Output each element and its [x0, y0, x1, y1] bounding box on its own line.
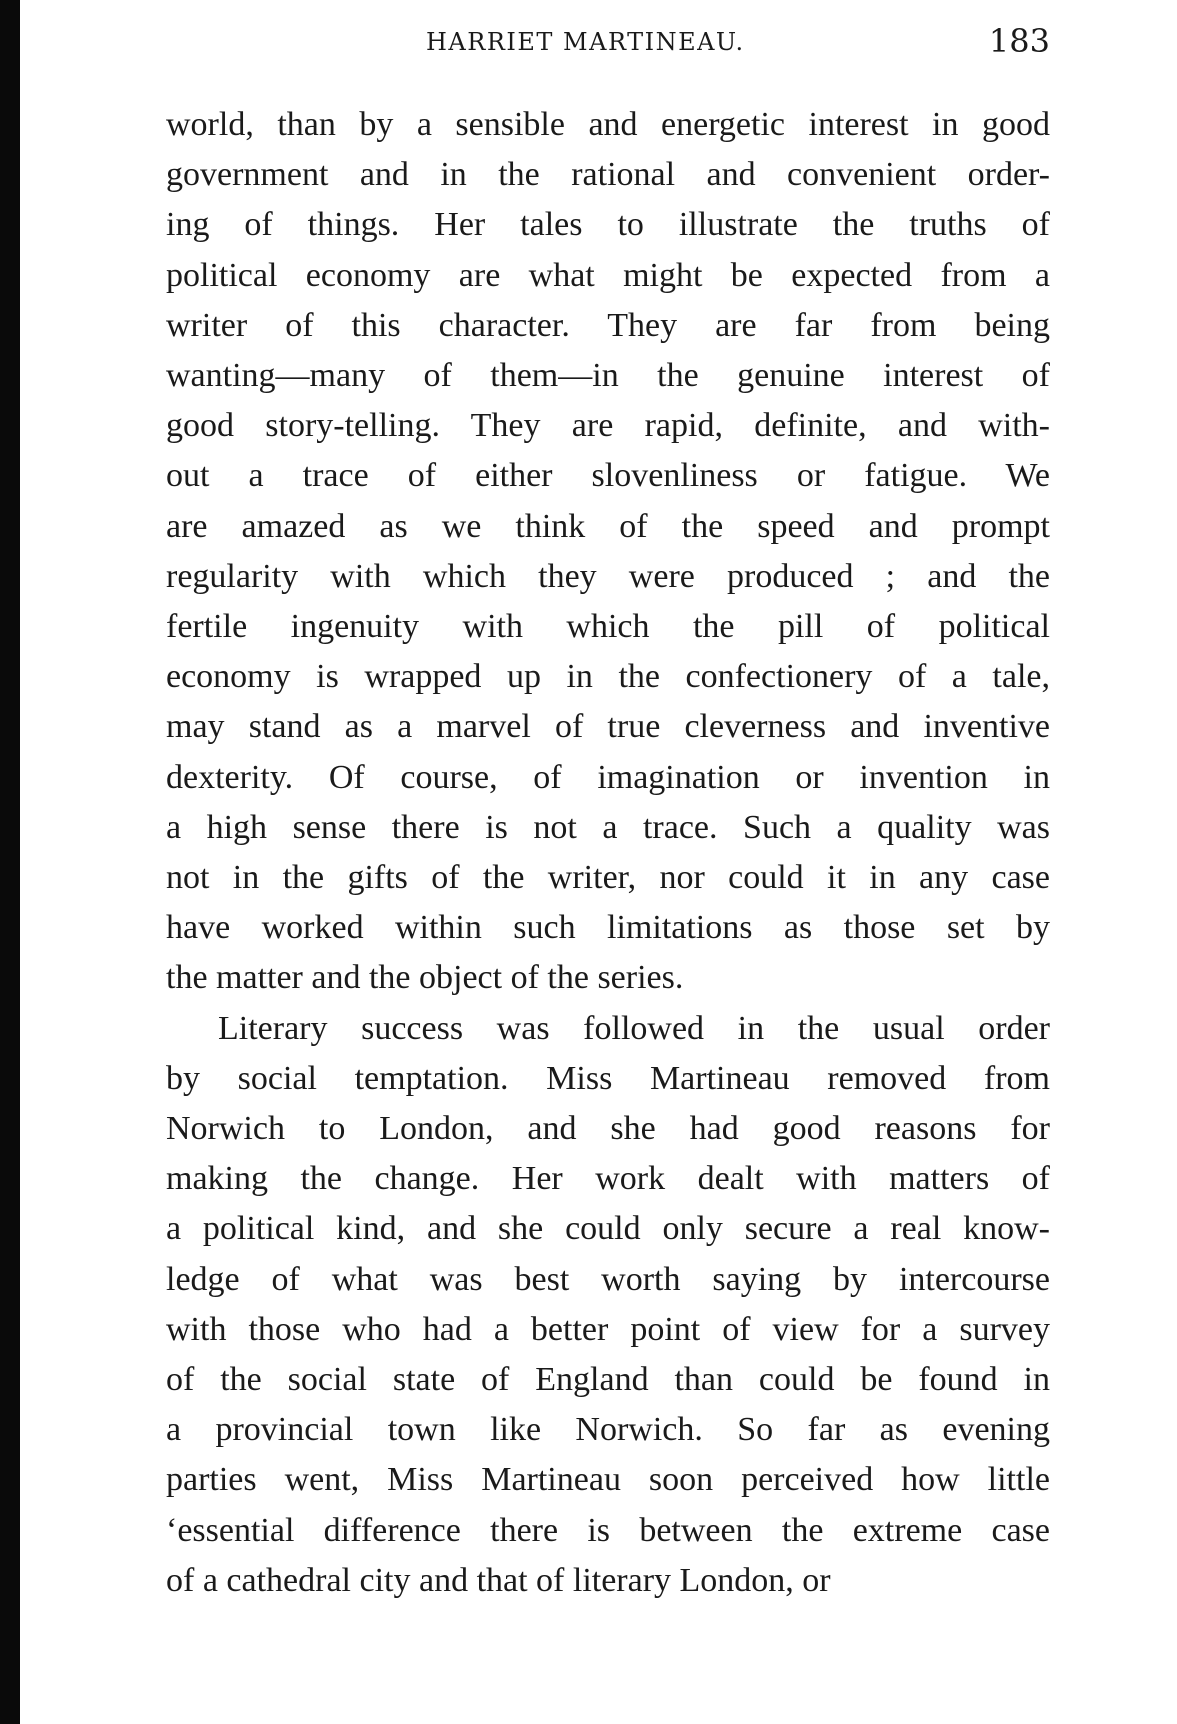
text-line: economy is wrapped up in the confectionery of a tale,: [166, 658, 1050, 696]
text-line: of the social state of England than could be found in: [166, 1361, 1050, 1399]
text-line: world, than by a sensible and energetic interest in good: [166, 106, 1050, 143]
text-line: not in the gifts of the writer, nor could it in any case: [166, 859, 1050, 897]
text-line: a provincial town like Norwich. So far as evening: [166, 1411, 1050, 1449]
text-line: a high sense there is not a trace. Such a quality was: [166, 808, 1050, 846]
page-body: [166, 100, 1050, 1606]
running-title: HARRIET MARTINEAU.: [426, 28, 745, 56]
text-line: parties went, Miss Martineau soon perceived how little: [166, 1461, 1050, 1499]
text-line: ledge of what was best worth saying by intercourse: [166, 1260, 1050, 1298]
text-line: Literary success was followed in the usual order: [218, 1009, 1050, 1047]
text-line: the matter and the object of the series.: [166, 959, 684, 997]
text-line: dexterity. Of course, of imagination or invention in: [166, 758, 1050, 796]
text-line: government and in the rational and convenient order-: [166, 156, 1050, 194]
text-line: are amazed as we think of the speed and prompt: [166, 507, 1050, 545]
text-line: have worked within such limitations as those set by: [166, 909, 1050, 947]
text-line: Norwich to London, and she had good reasons for: [166, 1110, 1050, 1148]
page-number: 183: [988, 22, 1050, 60]
text-line: writer of this character. They are far from being: [166, 306, 1050, 344]
text-line: regularity with which they were produced ; and the: [166, 557, 1050, 595]
text-line: out a trace of either slovenliness or fatigue. We: [166, 457, 1050, 495]
page-header: [166, 22, 1050, 62]
paragraph: [166, 1004, 1050, 1606]
text-line: by social temptation. Miss Martineau removed from: [166, 1059, 1050, 1097]
text-line: ing of things. Her tales to illustrate the truths of: [166, 206, 1050, 244]
text-line: making the change. Her work dealt with matters of: [166, 1160, 1050, 1198]
text-line: political economy are what might be expected from a: [166, 256, 1050, 294]
text-line: wanting—many of them—in the genuine interest of: [166, 357, 1050, 395]
text-line: a political kind, and she could only secure a real know-: [166, 1210, 1050, 1248]
text-line: with those who had a better point of view for a survey: [166, 1310, 1050, 1348]
text-line: fertile ingenuity with which the pill of political: [166, 608, 1050, 646]
text-line: of a cathedral city and that of literary London, or: [166, 1561, 831, 1599]
book-spine-edge: [0, 0, 20, 1724]
text-line: may stand as a marvel of true cleverness and inventive: [166, 708, 1050, 746]
text-line: good story-telling. They are rapid, definite, and with-: [166, 407, 1050, 445]
text-line: ‘essential difference there is between the extreme case: [166, 1511, 1050, 1549]
paragraph: [166, 100, 1050, 1004]
